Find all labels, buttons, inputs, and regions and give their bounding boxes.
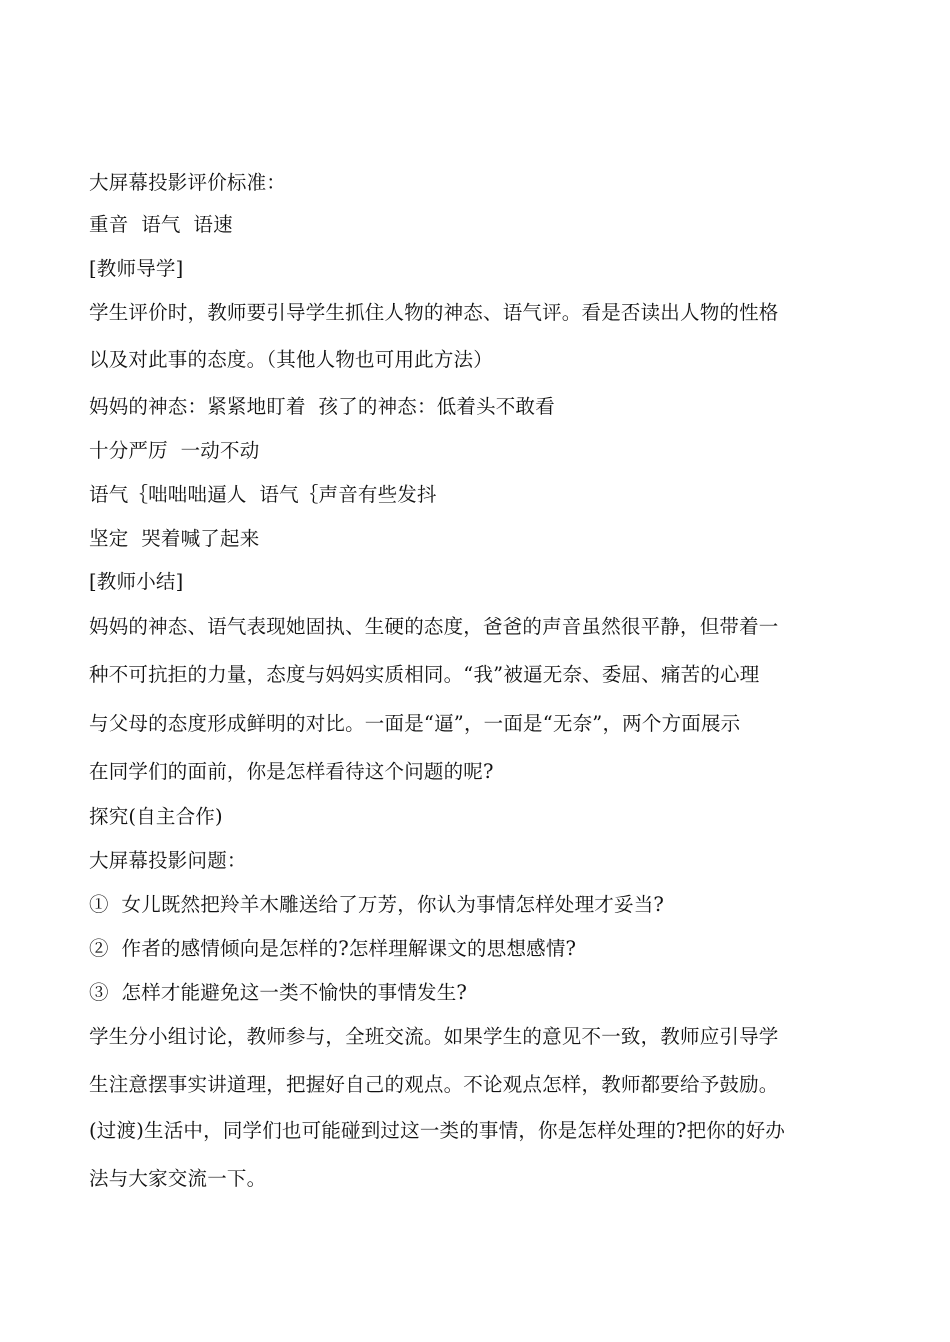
- text-line-paragraph: 以及对此事的态度。（其他人物也可用此方法）: [89, 348, 493, 371]
- text-line-paragraph: 种不可抗拒的力量，态度与妈妈实质相同。“我”被逼无奈、委屈、痛苦的心理: [89, 663, 760, 686]
- text-line-question-3: ③ 怎样才能避免这一类不愉快的事情发生?: [89, 981, 468, 1004]
- text-line-projection-criteria: 大屏幕投影评价标准：: [89, 171, 287, 194]
- text-line-demeanor: 十分严厉 一动不动: [89, 439, 260, 462]
- text-line-inquiry-heading: 探究(自主合作): [89, 805, 223, 828]
- text-line-paragraph: (过渡)生活中，同学们也可能碰到过这一类的事情，你是怎样处理的?把你的好办: [89, 1119, 786, 1142]
- text-line-tone: 语气｛咄咄咄逼人 语气｛声音有些发抖: [89, 483, 437, 506]
- text-line-paragraph: 法与大家交流一下。: [89, 1167, 267, 1190]
- text-line-teacher-summary-heading: [教师小结]: [89, 570, 184, 593]
- text-line-projection-questions: 大屏幕投影问题：: [89, 849, 247, 872]
- text-line-paragraph: 生注意摆事实讲道理，把握好自己的观点。不论观点怎样，教师都要给予鼓励。: [89, 1073, 779, 1096]
- text-line-criteria-items: 重音 语气 语速: [89, 213, 233, 236]
- text-line-paragraph: 妈妈的神态、语气表现她固执、生硬的态度，爸爸的声音虽然很平静，但带着一: [89, 615, 779, 638]
- text-line-tone: 坚定 哭着喊了起来: [89, 527, 260, 550]
- text-line-paragraph: 学生评价时，教师要引导学生抓住人物的神态、语气评。看是否读出人物的性格: [89, 301, 779, 324]
- text-line-question-2: ② 作者的感情倾向是怎样的?怎样理解课文的思想感情?: [89, 937, 577, 960]
- text-line-paragraph: 学生分小组讨论，教师参与，全班交流。如果学生的意见不一致，教师应引导学: [89, 1025, 779, 1048]
- text-line-paragraph: 与父母的态度形成鲜明的对比。一面是“逼”，一面是“无奈”，两个方面展示: [89, 712, 741, 735]
- text-line-question-1: ① 女儿既然把羚羊木雕送给了万芳，你认为事情怎样处理才妥当?: [89, 893, 665, 916]
- text-line-paragraph: 在同学们的面前，你是怎样看待这个问题的呢?: [89, 760, 494, 783]
- text-line-teacher-guide-heading: [教师导学]: [89, 257, 184, 280]
- text-line-demeanor: 妈妈的神态：紧紧地盯着 孩了的神态：低着头不敢看: [89, 395, 555, 418]
